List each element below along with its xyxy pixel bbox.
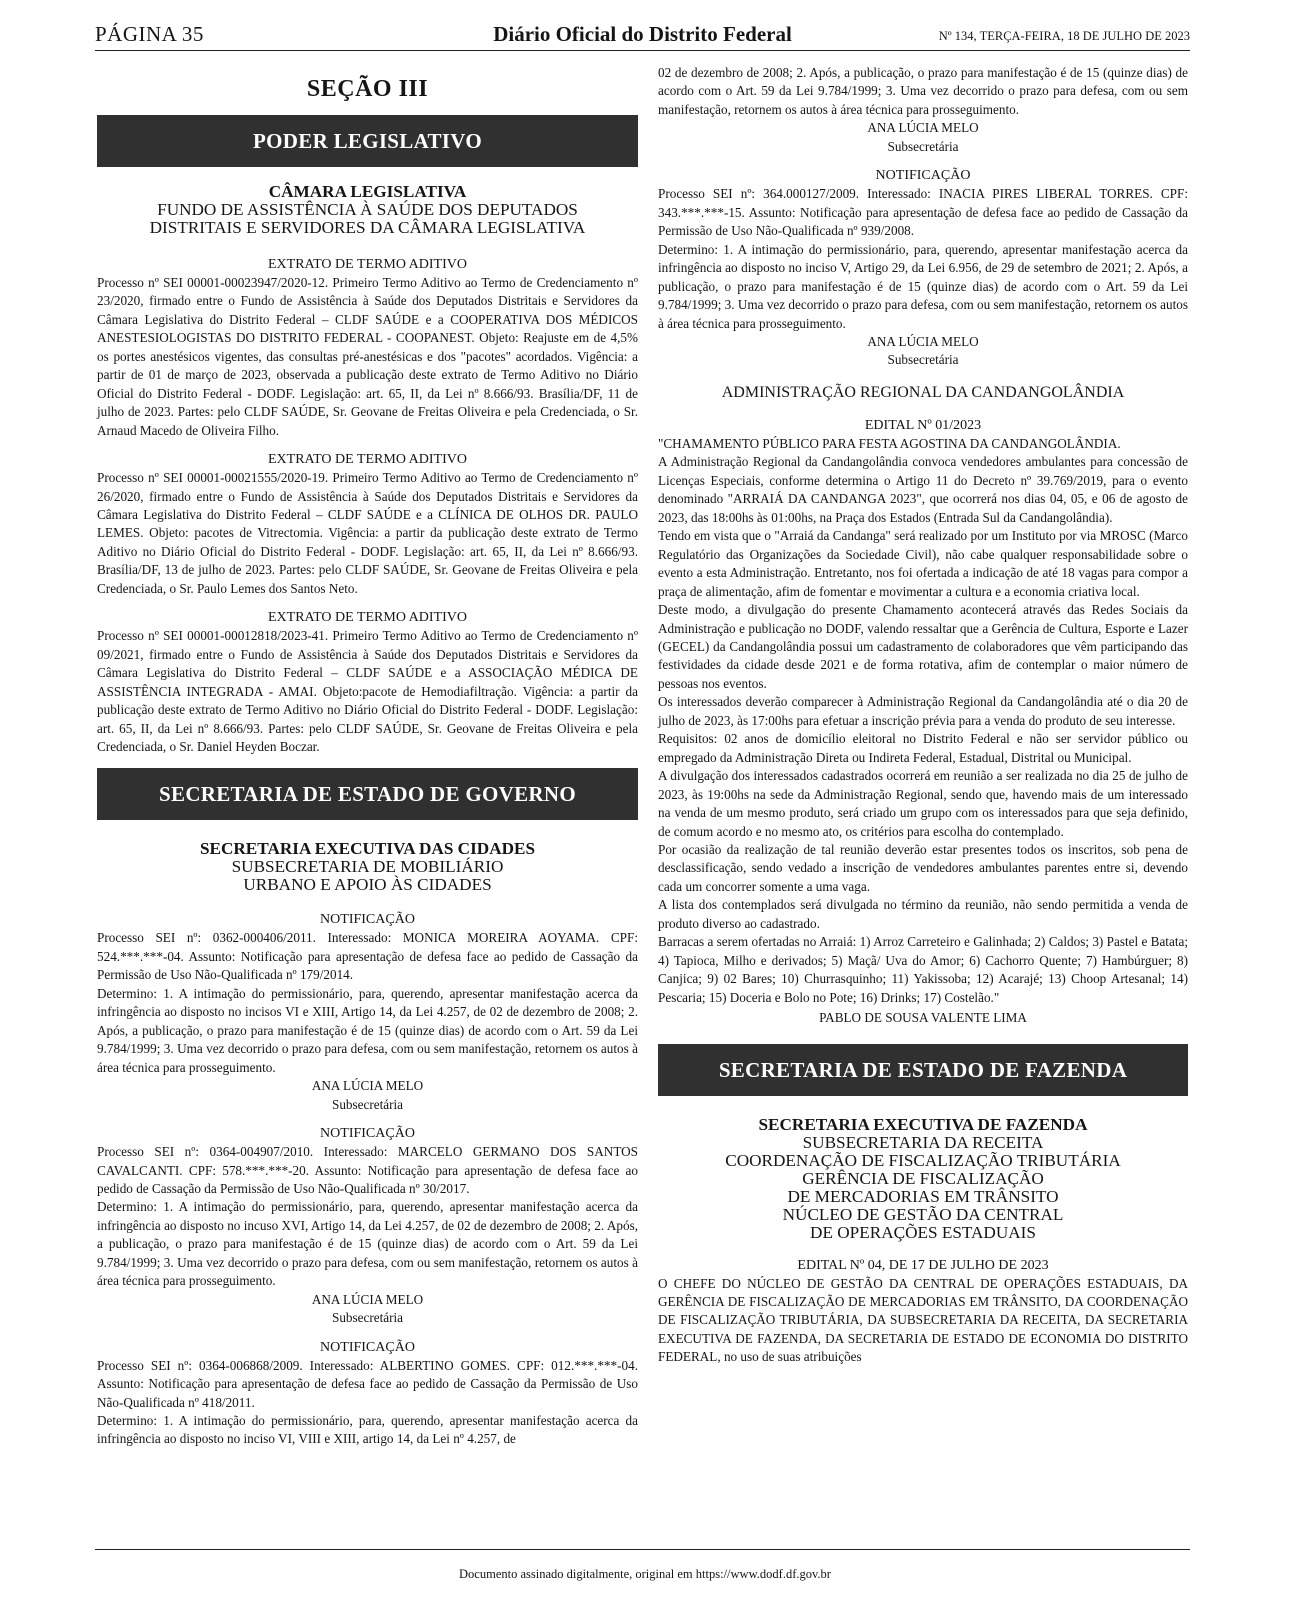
signature-name: ANA LÚCIA MELO xyxy=(867,333,979,349)
org-subtitle: SUBSECRETARIA DE MOBILIÁRIO xyxy=(231,857,504,877)
org-subtitle: FUNDO DE ASSISTÊNCIA À SAÚDE DOS DEPUTADOS xyxy=(157,200,578,219)
org-subtitle: NÚCLEO DE GESTÃO DA CENTRAL xyxy=(782,1204,1064,1224)
act-body: "CHAMAMENTO PÚBLICO PARA FESTA AGOSTINA DA CANDANGOLÂNDIA. xyxy=(658,435,1121,451)
act-body: Deste modo, a divulgação do presente Chamamento acontecerá através das Redes Sociais da Administração e publicação no DODF, valendo ressaltar que a Gerência de Cultura, Esporte e Lazer (GECEL) da Candangolândia possui um cadastramento de colaboradores que vêm participando das festividades da cidade desde 2021 e de forma rotativa, afim de contemplar o maior número de pessoas nos eventos. xyxy=(658,602,1188,691)
org-heading-camara xyxy=(97,183,638,237)
act-body: Tendo em vista que o "Arraiá da Candanga" será realizado por um Instituto por via MROSC (Marco Regulatório das Organizações da Sociedade Civil), não cabe qualquer responsabilidade sobre o evento a esta Administração. Entretanto, nos foi ofertada a indicação de até 18 vagas para compor a praça de alimentação, afim de fomentar e movimentar a cultura e a economia criativa local. xyxy=(658,528,1188,599)
act-body: Barracas a serem ofertadas no Arraiá: 1) Arroz Carreteiro e Galinhada; 2) Caldos; 3) Pastel e Batata; 4) Tapioca, Milho e derivados; 5) Maçã/ Uva do Amor; 6) Cachorro Quente; 7) Hambúrguer; 8) Canjica; 9) 02 Bares; 10) Churrasquinho; 11) Yakissoba; 12) Acarajé; 13) Choop Artesanal; 14) Pescaria; 15) Doceria e Bolo no Pote; 16) Drinks; 17) Costelão." xyxy=(658,934,1188,1005)
right-column xyxy=(658,64,1188,1367)
act-heading: EDITAL Nº 01/2023 xyxy=(864,417,982,433)
signature-role: Subsecretária xyxy=(887,138,959,154)
page-number: PÁGINA 35 xyxy=(95,22,204,46)
footer-text: Documento assinado digitalmente, original em https://www.dodf.df.gov.br xyxy=(459,1567,831,1581)
act-body: Processo SEI nº: 0362-000406/2011. Interessado: MONICA MOREIRA AOYAMA. CPF: 524.***.***-04. Assunto: Notificação para apresentação de defesa face ao pedido de Cassação da Permissão de Uso Não-Qualificada nº 179/2014. xyxy=(97,930,638,983)
act-body: 02 de dezembro de 2008; 2. Após, a publicação, o prazo para manifestação é de 15 (quinze dias) de acordo com o Art. 59 da Lei 9.784/1999; 3. Uma vez decorrido o prazo para defesa, com ou sem manifestação, retornem os autos à área técnica para prosseguimento. xyxy=(658,65,1188,117)
signature-name: ANA LÚCIA MELO xyxy=(311,1078,424,1094)
signature-role: Subsecretária xyxy=(331,1096,404,1112)
org-subtitle: DE OPERAÇÕES ESTADUAIS xyxy=(810,1222,1036,1242)
act-heading: EXTRATO DE TERMO ADITIVO xyxy=(268,452,467,468)
signature-name: ANA LÚCIA MELO xyxy=(311,1291,424,1307)
section-bar-legislativo: PODER LEGISLATIVO xyxy=(97,115,638,167)
left-column xyxy=(97,64,638,1449)
act-body: Processo SEI nº: 0364-004907/2010. Interessado: MARCELO GERMANO DOS SANTOS CAVALCANTI. CPF: 578.***.***-20. Assunto: Notificação para apresentação de defesa face ao pedido de Cassação da Permissão de Uso Não-Qualificada nº 30/2017. xyxy=(97,1144,638,1196)
issue-info: Nº 134, TERÇA-FEIRA, 18 DE JULHO DE 2023 xyxy=(938,29,1190,43)
org-subtitle: GERÊNCIA DE FISCALIZAÇÃO xyxy=(802,1168,1044,1188)
org-title: SECRETARIA EXECUTIVA DE FAZENDA xyxy=(758,1114,1088,1134)
act-body: Requisitos: 02 anos de domicílio eleitoral no Distrito Federal e não ser servidor público ou empregado da Administração Direta ou Indireta Federal, Estadual, Distrital ou Municipal. xyxy=(658,731,1188,765)
act-body: Determino: 1. A intimação do permissionário, para, querendo, apresentar manifestação acerca da infringência ao disposto no incisos VI e XIII, Artigo 14, da Lei 4.257, de 02 de dezembro de 2008; 2. Após, a publicação, o prazo para manifestação é de 15 (quinze dias) de acordo com o Art. 59 da Lei 9.784/1999; 3. Uma vez decorrido o prazo para defesa, com ou sem manifestação, retornem os autos à área técnica para prosseguimento. xyxy=(97,985,638,1075)
page-header xyxy=(95,20,1190,51)
act-body: A Administração Regional da Candangolândia convoca vendedores ambulantes para concessão de Licenças Especiais, conforme determina o Artigo 11 do Decreto nº 39.769/2019, para o evento denominado "ARRAIÁ DA CANDANGA 2023", que ocorrerá nos dias 04, 05, e 06 de agosto de 2023, das 18:00hs às 01:00hs, na Praça dos Estados (Entrada Sul da Candangolândia). xyxy=(658,454,1188,525)
org-subtitle: SUBSECRETARIA DA RECEITA xyxy=(802,1132,1044,1152)
act-body: Processo SEI nº: 0364-006868/2009. Interessado: ALBERTINO GOMES. CPF: 012.***.***-04. Assunto: Notificação para apresentação de defesa face ao pedido de Cassação da Permissão de Uso Não-Qualificada nº 418/2011. xyxy=(97,1357,638,1410)
org-title: CÂMARA LEGISLATIVA xyxy=(268,182,467,201)
act-body: Processo SEI nº: 364.000127/2009. Interessado: INACIA PIRES LIBERAL TORRES. CPF: 343.***.***-15. Assunto: Notificação para apresentação de defesa face ao pedido de Cassação da Permissão de Uso Não-Qualificada nº 939/2008. xyxy=(658,186,1188,239)
org-heading-candangolandia: ADMINISTRAÇÃO REGIONAL DA CANDANGOLÂNDIA xyxy=(721,383,1125,401)
act-body: Determino: 1. A intimação do permissionário, para, querendo, apresentar manifestação acerca da infringência ao disposto no incuso XVI, Artigo 14, da Lei 4.257, de 02 de dezembro de 2008; 2. Após, a publicação, o prazo para manifestação é de 15 (quinze dias) de acordo com o Art. 59 da Lei 9.784/1999; 3. Uma vez decorrido o prazo para defesa, com ou sem manifestação, retornem os autos à área técnica para prosseguimento. xyxy=(97,1199,638,1289)
org-subtitle: COORDENAÇÃO DE FISCALIZAÇÃO TRIBUTÁRIA xyxy=(725,1150,1121,1170)
act-body: Os interessados deverão comparecer à Administração Regional da Candangolândia até o dia 20 de julho de 2023, às 17:00hs para efetuar a inscrição prévia para a venda do produto de seu interesse. xyxy=(658,694,1188,728)
signature-role: Subsecretária xyxy=(887,352,959,368)
act-body: Determino: 1. A intimação do permissionário, para, querendo, apresentar manifestação acerca da infringência ao disposto no inciso V, Artigo 29, da Lei 6.956, de 29 de setembro de 2021; 2. Após, a publicação, o prazo para manifestação é de 15 (quinze dias) de acordo com o Art. 59 da Lei 9.784/1999; 3. Uma vez decorrido o prazo para defesa, com ou sem manifestação, retornem os autos à área técnica para prosseguimento. xyxy=(658,241,1188,331)
org-heading-cidades xyxy=(97,840,638,894)
section-bar-fazenda: SECRETARIA DE ESTADO DE FAZENDA xyxy=(658,1044,1188,1096)
act-body: Processo nº SEI 00001-00021555/2020-19. Primeiro Termo Aditivo ao Termo de Credenciamento nº 26/2020, firmado entre o Fundo de Assistência à Saúde dos Deputados Distritais e Servidores da Câmara Legislativa do Distrito Federal – CLDF SAÚDE e a CLÍNICA DE OLHOS DR. PAULO LEMES. Objeto: pacotes de Vitrectomia. Vigência: a partir da publicação deste extrato de Termo Aditivo no Diário Oficial do Distrito Federal - DODF. Legislação: art. 65, II, da Lei nº 8.666/93. Brasília/DF, 13 de julho de 2023. Partes: pelo CLDF SAÚDE, Sr. Geovane de Freitas Oliveira e pela Credenciada, o Sr. Paulo Lemes dos Santos Neto. xyxy=(97,470,638,596)
org-subtitle: DISTRITAIS E SERVIDORES DA CÂMARA LEGISLATIVA xyxy=(149,218,586,237)
act-body: Determino: 1. A intimação do permissionário, para, querendo, apresentar manifestação acerca da infringência ao disposto no inciso VI, VIII e XIII, artigo 14, da Lei nº 4.257, de xyxy=(97,1413,638,1447)
act-heading: NOTIFICAÇÃO xyxy=(320,1126,415,1142)
act-body: Processo nº SEI 00001-00012818/2023-41. Primeiro Termo Aditivo ao Termo de Credenciamento nº 09/2021, firmado entre o Fundo de Assistência à Saúde dos Deputados Distritais e Servidores da Câmara Legislativa do Distrito Federal – CLDF SAÚDE e a ASSOCIAÇÃO MÉDICA DE ASSISTÊNCIA INTEGRADA - AMAI. Objeto:pacote de Hemodiafiltração. Vigência: a partir da publicação deste extrato de Termo Aditivo no Diário Oficial do Distrito Federal - DODF. Legislação: art. 65, II, da Lei nº 8.666/93. Partes: pelo CLDF SAÚDE, Sr. Geovane de Freitas Oliveira e pela Credenciada, o Sr. Daniel Heyden Boczar. xyxy=(97,628,638,754)
section-bar-governo: SECRETARIA DE ESTADO DE GOVERNO xyxy=(97,768,638,820)
signature-role: Subsecretária xyxy=(331,1310,404,1326)
footer-rule xyxy=(95,1549,1190,1550)
act-heading: EXTRATO DE TERMO ADITIVO xyxy=(268,610,467,626)
signature-name: PABLO DE SOUSA VALENTE LIMA xyxy=(819,1010,1027,1026)
act-heading: EXTRATO DE TERMO ADITIVO xyxy=(268,257,467,272)
act-heading: EDITAL Nº 04, DE 17 DE JULHO DE 2023 xyxy=(797,1257,1049,1273)
act-body: Por ocasião da realização de tal reunião deverão estar presentes todos os inscritos, sob pena de desclassificação, sendo vedado a inscrição de vendedores ambulantes parentes entre si, devendo cada um concorrer somente a uma vaga. xyxy=(658,841,1188,894)
act-heading: NOTIFICAÇÃO xyxy=(875,168,971,184)
act-body: O CHEFE DO NÚCLEO DE GESTÃO DA CENTRAL DE OPERAÇÕES ESTADUAIS, DA GERÊNCIA DE FISCALIZAÇÃO DE MERCADORIAS EM TRÂNSITO, DA COORDENAÇÃO DE FISCALIZAÇÃO TRIBUTÁRIA, DA SUBSECRETARIA DA RECEITA, DA SECRETARIA EXECUTIVA DE FAZENDA, DA SECRETARIA DE ESTADO DE ECONOMIA DO DISTRITO FEDERAL, no uso de suas atribuições xyxy=(658,1275,1188,1365)
act-body: A lista dos contemplados será divulgada no término da reunião, não sendo permitida a venda de produto diverso ao cadastrado. xyxy=(658,897,1188,931)
signature-name: ANA LÚCIA MELO xyxy=(867,120,979,136)
section-title: SEÇÃO III xyxy=(306,76,429,102)
org-title: SECRETARIA EXECUTIVA DAS CIDADES xyxy=(199,839,536,859)
org-subtitle: URBANO E APOIO ÀS CIDADES xyxy=(243,875,492,895)
act-body: A divulgação dos interessados cadastrados ocorrerá em reunião a ser realizada no dia 25 de julho de 2023, às 19:00hs na sede da Administração Regional, sendo que, havendo mais de um interessado na venda de um mesmo produto, será criado um grupo com os interessados para que seja definido, de comum acordo e no mesmo ato, os critérios para escolha do contemplado. xyxy=(658,768,1188,839)
journal-title: Diário Oficial do Distrito Federal xyxy=(493,22,792,46)
org-subtitle: DE MERCADORIAS EM TRÂNSITO xyxy=(787,1186,1059,1206)
org-heading-fazenda xyxy=(658,1116,1188,1242)
act-heading: NOTIFICAÇÃO xyxy=(320,912,415,928)
act-heading: NOTIFICAÇÃO xyxy=(320,1339,415,1355)
act-body: Processo nº SEI 00001-00023947/2020-12. Primeiro Termo Aditivo ao Termo de Credenciamento nº 23/2020, firmado entre o Fundo de Assistência à Saúde dos Deputados Distritais e Servidores da Câmara Legislativa do Distrito Federal – CLDF SAÚDE e a COOPERATIVA DOS MÉDICOS ANESTESIOLOGISTAS DO DISTRITO FEDERAL - COOPANEST. Objeto: Reajuste em de 4,5% os portes anestésicos vigentes, das consultas pré-anestésicas e dos "pacotes" acordados. Vigência: a partir de 01 de março de 2023, observada a publicação deste extrato de Termo Aditivo no Diário Oficial do Distrito Federal - DODF. Legislação: art. 65, II, da Lei nº 8.666/93. Brasília/DF, 11 de julho de 2023. Partes: pelo CLDF SAÚDE, Sr. Geovane de Freitas Oliveira e pela Credenciada, o Sr. Arnaud Macedo de Oliveira Filho. xyxy=(97,275,638,438)
